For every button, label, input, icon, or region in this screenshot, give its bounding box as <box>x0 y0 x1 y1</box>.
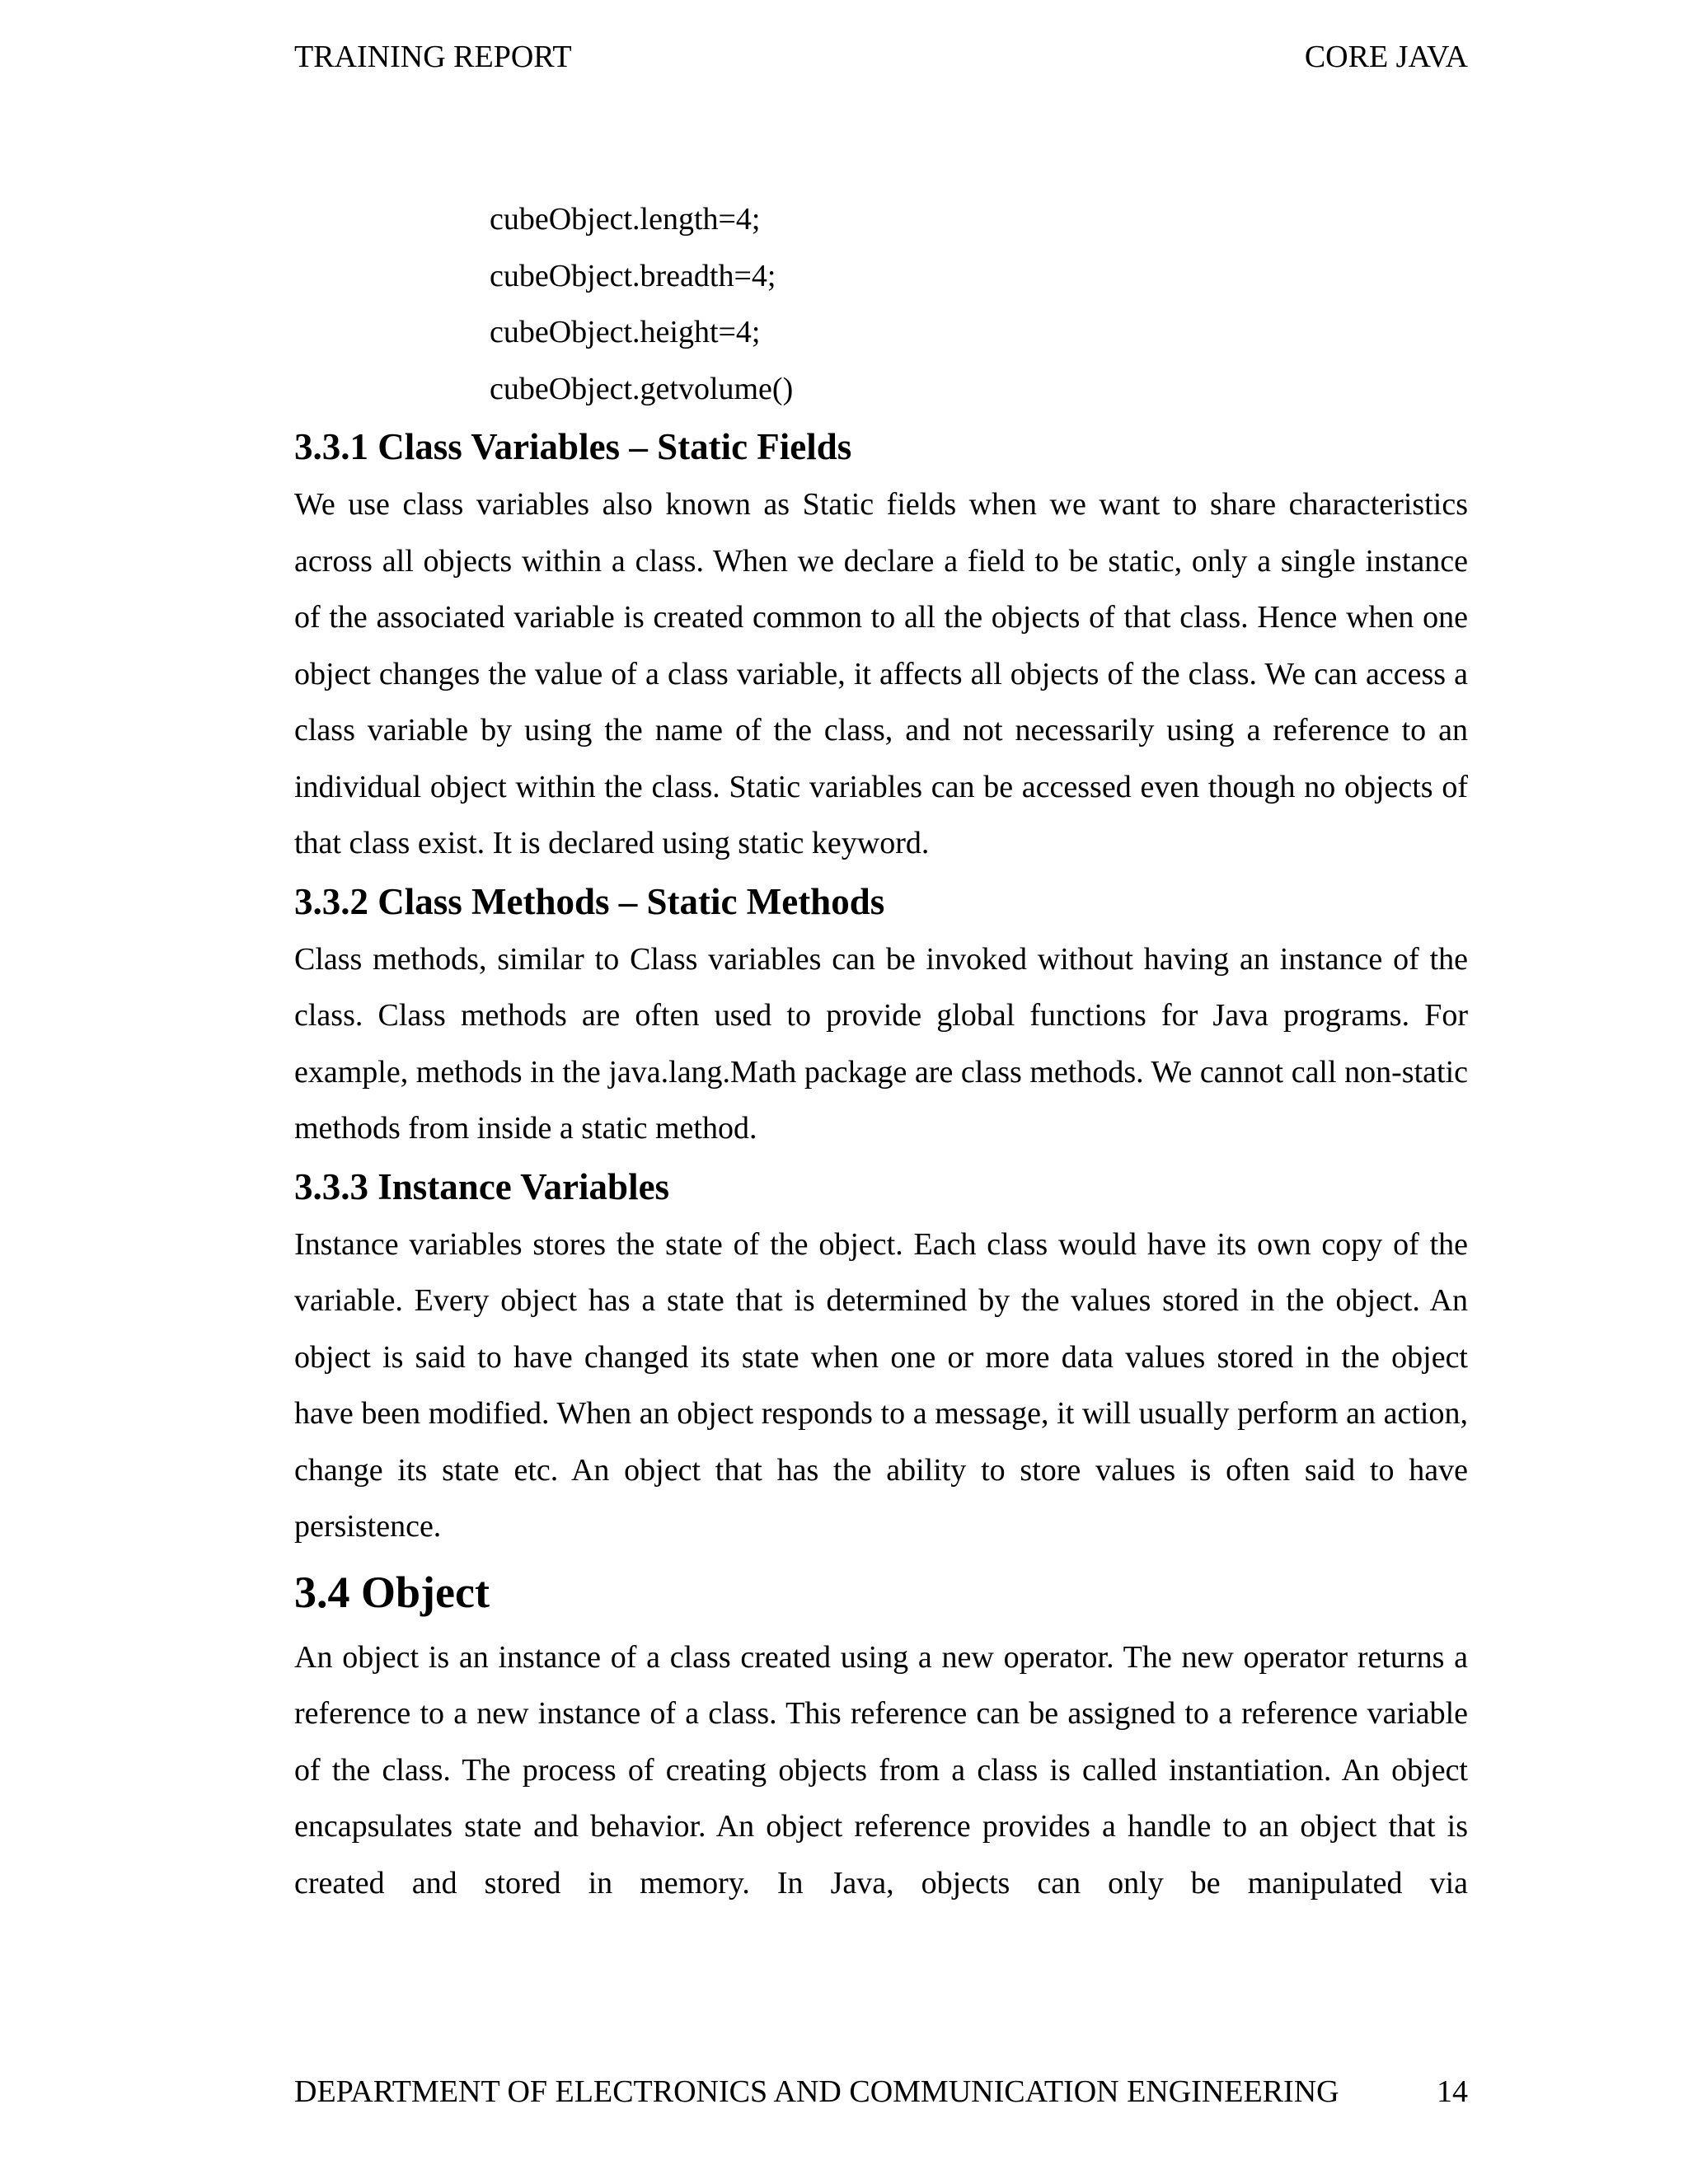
code-block <box>294 191 1468 417</box>
section-heading-object: 3.4 Object <box>294 1567 490 1617</box>
header-report-title: TRAINING REPORT <box>294 40 572 74</box>
footer-department: DEPARTMENT OF ELECTRONICS AND COMMUNICATION ENGINEERING <box>294 2074 1339 2109</box>
header-subject: CORE JAVA <box>1304 40 1468 74</box>
page-header <box>294 36 1468 77</box>
section-heading-instance-variables: 3.3.3 Instance Variables <box>294 1165 670 1207</box>
page-footer <box>294 2071 1468 2112</box>
page-content <box>294 191 1468 1911</box>
section-body-class-methods: Class methods, similar to Class variables can be invoked without having an instance of the class. Class methods are often used to provide global functions for Java programs. For example, methods in the java.lang.Math package are class methods. We cannot call non-static methods from inside a static method. <box>294 941 1468 1146</box>
page-number: 14 <box>1437 2074 1468 2109</box>
code-line: cubeObject.getvolume() <box>490 371 794 406</box>
code-line: cubeObject.breadth=4; <box>490 258 776 293</box>
code-line: cubeObject.height=4; <box>490 315 761 349</box>
section-heading-class-methods: 3.3.2 Class Methods – Static Methods <box>294 880 885 922</box>
section-body-class-variables: We use class variables also known as Static fields when we want to share characteristics across all objects within a class. When we declare a field to be static, only a single instance of the associated variable is created common to all the objects of that class. Hence when one object changes the value of a class variable, it affects all objects of the class. We can access a class variable by using the name of the class, and not necessarily using a reference to an individual object within the class. Static variables can be accessed even though no objects of that class exist. It is declared using static keyword. <box>294 487 1468 860</box>
section-body-instance-variables: Instance variables stores the state of the object. Each class would have its own copy of the variable. Every object has a state that is determined by the values stored in the object. An object is said to have changed its state when one or more data values stored in the object have been modified. When an object responds to a message, it will usually perform an action, change its state etc. An object that has the ability to store values is often said to have persistence. <box>294 1226 1468 1544</box>
section-body-object: An object is an instance of a class created using a new operator. The new operator returns a reference to a new instance of a class. This reference can be assigned to a reference variable of the class. The process of creating objects from a class is called instantiation. An object encapsulates state and behavior. An object reference provides a handle to an object that is created and stored in memory. In Java, objects can only be manipulated via <box>294 1639 1468 1900</box>
section-heading-class-variables: 3.3.1 Class Variables – Static Fields <box>294 426 852 467</box>
code-line: cubeObject.length=4; <box>490 202 761 237</box>
